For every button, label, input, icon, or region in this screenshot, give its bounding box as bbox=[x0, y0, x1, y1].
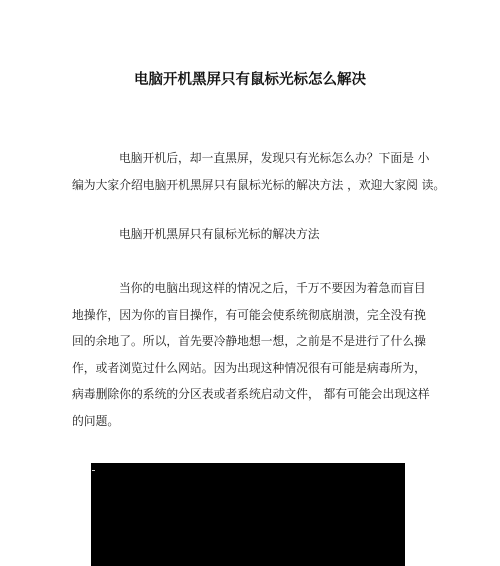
body-line: 作，或者浏览过什么网站。因为出现这种情况很有可能是病毒所为， bbox=[72, 360, 426, 375]
intro-line: 电脑开机后，却一直黑屏，发现只有光标怎么办？下面是 小 bbox=[119, 151, 430, 165]
body-line: 回的余地了。所以，首先要冷静地想一想，之前是不是进行了什么操 bbox=[72, 334, 426, 348]
article-title: 电脑开机黑屏只有鼠标光标怎么解决 bbox=[134, 72, 366, 88]
body-paragraph bbox=[72, 275, 430, 434]
body-line: 地操作，因为你的盲目操作，有可能会使系统彻底崩溃，完全没有挽 bbox=[72, 307, 426, 322]
cursor-icon bbox=[92, 470, 95, 471]
body-line: 病毒删除你的系统的分区表或者系统启动文件， 都有可能会出现这样 bbox=[72, 387, 430, 401]
body-line: 的问题。 bbox=[72, 413, 120, 428]
body-line: 当你的电脑出现这样的情况之后，千万不要因为着急而盲目 bbox=[119, 281, 426, 295]
intro-line: 编为大家介绍电脑开机黑屏只有鼠标光标的解决方法 ，欢迎大家阅 读。 bbox=[72, 177, 446, 192]
section-heading: 电脑开机黑屏只有鼠标光标的解决方法 bbox=[119, 227, 320, 241]
intro-paragraph bbox=[72, 145, 446, 198]
black-screen-image bbox=[91, 463, 405, 566]
